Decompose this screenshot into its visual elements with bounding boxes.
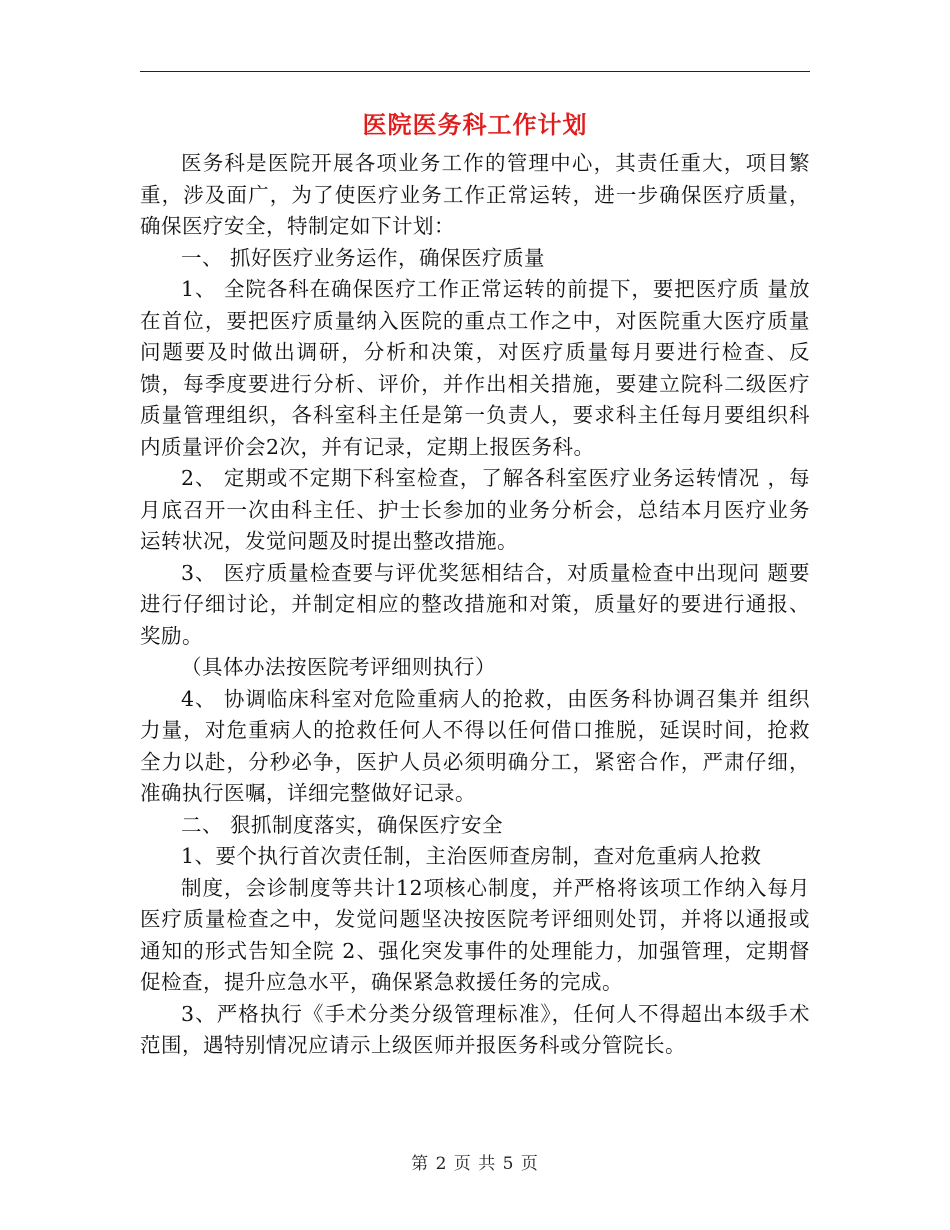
- page-number: 第 2 页 共 5 页: [411, 1154, 539, 1174]
- section-2-item-1-paragraph: 1、要个执行首次责任制，主治医师查房制，查对危重病人抢救: [181, 844, 762, 868]
- item-2-paragraph: 2、 定期或不定期下科室检查，了解各科室医疗业务运转情况 ，每月底召开一次由科主任、护士长参加的业务分析会，总结本月医疗业务运转状况，发觉问题及时提出整改措施。: [140, 466, 810, 553]
- document-body: [140, 148, 810, 1062]
- intro-paragraph: 医务科是医院开展各项业务工作的管理中心，其责任重大，项目繁重，涉及面广，为了使医疗业务工作正常运转，进一步确保医疗质量，确保医疗安全，特制定如下计划：: [140, 151, 810, 238]
- section-2-item-3-paragraph: 3、严格执行《手术分类分级管理标准》，任何人不得超出本级手术范围，遇特别情况应请示上级医师并报医务科或分管院长。: [140, 1001, 810, 1057]
- section-2-item-1-continued: 制度，会诊制度等共计12项核心制度，并严格将该项工作纳入每月医疗质量检查之中，发觉问题坚决按医院考评细则处罚，并将以通报或通知的形式告知全院 2、强化突发事件的处理能力，加强管理，定期督促检查，提升应急水平，确保紧急救援任务的完成。: [140, 875, 810, 994]
- note-paragraph: （具体办法按医院考评细则执行）: [181, 655, 496, 679]
- document-title: 医院医务科工作计划: [362, 110, 588, 139]
- header-rule: [140, 71, 810, 72]
- section-heading-2: 二、 狠抓制度落实，确保医疗安全: [181, 812, 504, 837]
- item-4-paragraph: 4、 协调临床科室对危险重病人的抢救，由医务科协调召集并 组织力量，对危重病人的抢救任何人不得以任何借口推脱，延误时间，抢救全力以赴，分秒必争，医护人员必须明确分工，紧密合作，严肃仔细，准确执行医嘱，详细完整做好记录。: [140, 686, 810, 805]
- item-3-paragraph: 3、 医疗质量检查要与评优奖惩相结合，对质量检查中出现问 题要进行仔细讨论，并制定相应的整改措施和对策，质量好的要进行通报、奖励。: [140, 560, 810, 648]
- item-1-paragraph: 1、 全院各科在确保医疗工作正常运转的前提下，要把医疗质 量放在首位，要把医疗质量纳入医院的重点工作之中，对医院重大医疗质量问题要及时做出调研，分析和决策，对医疗质量每月要进行检查、反馈，每季度要进行分析、评价，并作出相关措施，要建立院科二级医疗质量管理组织，各科室科主任是第一负责人，要求科主任每月要组织科内质量评价会2次，并有记录，定期上报医务科。: [140, 277, 810, 459]
- section-heading-1: 一、 抓好医疗业务运作，确保医疗质量: [181, 245, 546, 270]
